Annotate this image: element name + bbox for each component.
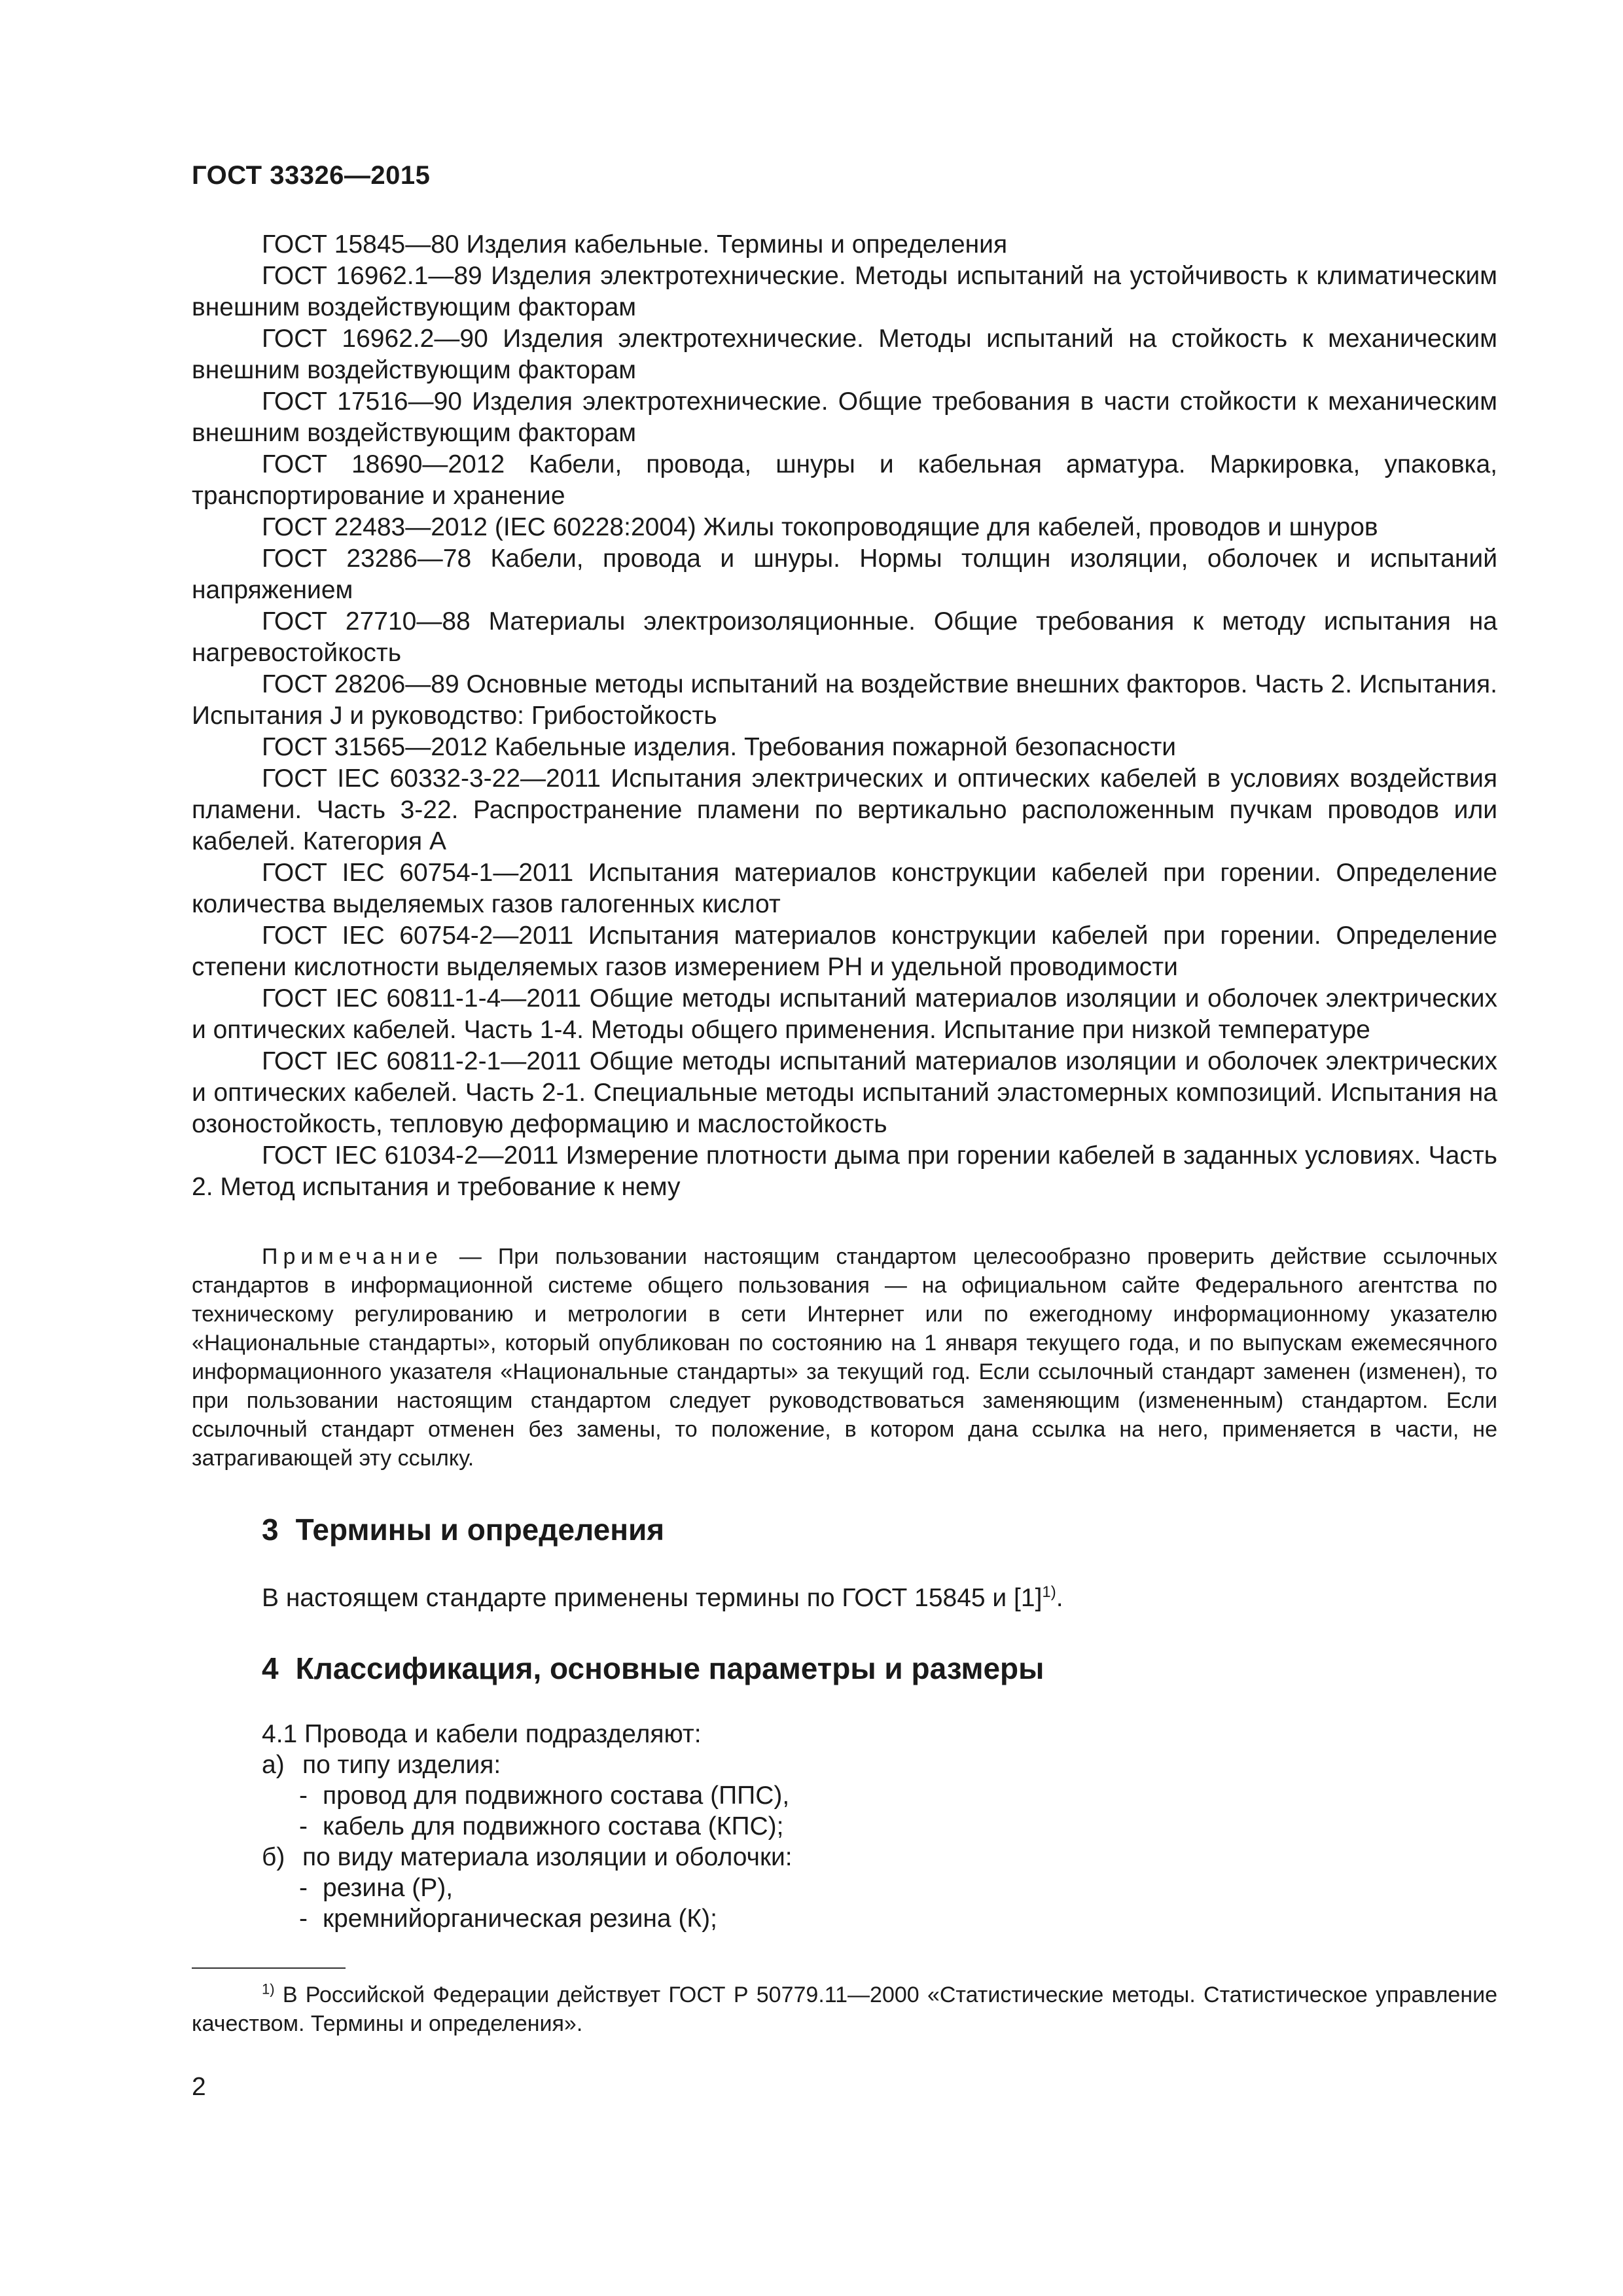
list-label: по типу изделия: — [302, 1751, 501, 1779]
clause-4-1: 4.1 Провода и кабели подразделяют: — [262, 1720, 702, 1748]
reference-item: ГОСТ 17516—90 Изделия электротехнические. Общие требования в части стойкости к механическим внешним воздействующим факторам — [192, 387, 1497, 447]
reference-item: ГОСТ 27710—88 Материалы электроизоляционные. Общие требования к методу испытания на нагревостойкость — [192, 607, 1497, 667]
list-item-b — [262, 1842, 793, 1873]
note-text: — При пользовании настоящим стандартом целесообразно проверить действие ссылочных стандартов в информационной системе общего пользования — на официальном сайте Федерального агентства по техническому регулированию и метрологии в сети Интернет или по ежегодному информационному указателю «Национальные стандарты», который опубликован по состоянию на 1 января текущего года, и по выпускам ежемесячного информационного указателя «Национальные стандарты» за текущий год. Если ссылочный стандарт заменен (изменен), то при пользовании настоящим стандартом следует руководствоваться заменяющим (измененным) стандартом. Если ссылочный стандарт отменен без замены, то положение, в котором дана ссылка на него, применяется в части, не затрагивающей эту ссылку. — [192, 1244, 1498, 1471]
reference-item: ГОСТ IEC 60332-3-22—2011 Испытания электрических и оптических кабелей в условиях воздействия пламени. Часть 3-22. Распространение пламени по вертикально расположенным пучкам проводов или кабелей. Категория А — [192, 764, 1497, 855]
normative-references — [192, 229, 1497, 1203]
section-number: 4 — [262, 1651, 279, 1685]
subitem-text: кабель для подвижного состава (КПС); — [323, 1812, 784, 1840]
dash-marker: - — [299, 1874, 308, 1902]
reference-item: ГОСТ IEC 60811-1-4—2011 Общие методы испытаний материалов изоляции и оболочек электрических и оптических кабелей. Часть 1-4. Методы общего применения. Испытание при низкой температуре — [192, 984, 1497, 1044]
footnote-divider — [192, 1967, 346, 1969]
reference-item: ГОСТ 15845—80 Изделия кабельные. Термины и определения — [262, 230, 1008, 259]
reference-item: ГОСТ 23286—78 Кабели, провода и шнуры. Нормы толщин изоляции, оболочек и испытаний напряжением — [192, 545, 1497, 604]
footnote-text: В Российской Федерации действует ГОСТ Р 50779.11—2000 «Статистические методы. Статистическое управление качеством. Термины и определения». — [192, 1982, 1497, 2036]
section-3-body: В настоящем стандарте применены термины по ГОСТ 15845 и [1] — [262, 1584, 1043, 1612]
footnote-mark: 1) — [262, 1981, 275, 1998]
list-subitem — [262, 1780, 793, 1811]
list-subitem — [262, 1903, 793, 1934]
reference-item: ГОСТ 16962.1—89 Изделия электротехнические. Методы испытаний на устойчивость к климатическим внешним воздействующим факторам — [192, 262, 1497, 321]
section-4-heading — [262, 1651, 1044, 1686]
reference-item: ГОСТ 28206—89 Основные методы испытаний на воздействие внешних факторов. Часть 2. Испытания. Испытания J и руководство: Грибостойкость — [192, 670, 1497, 730]
list-item-a — [262, 1749, 793, 1780]
dash-marker: - — [299, 1782, 308, 1810]
subitem-text: провод для подвижного состава (ППС), — [323, 1782, 790, 1810]
note-label: Примечание — [262, 1244, 443, 1269]
section-title: Классификация, основные параметры и размеры — [295, 1651, 1044, 1685]
list-subitem — [262, 1811, 793, 1842]
footnote — [192, 1981, 1497, 2038]
reference-item: ГОСТ 16962.2—90 Изделия электротехнические. Методы испытаний на стойкость к механическим внешним воздействующим факторам — [192, 325, 1497, 384]
subitem-text: резина (Р), — [323, 1874, 454, 1902]
section-title: Термины и определения — [295, 1513, 665, 1547]
reference-note — [192, 1242, 1497, 1473]
dash-marker: - — [299, 1905, 308, 1933]
list-subitem — [262, 1873, 793, 1903]
reference-item: ГОСТ 22483—2012 (IEC 60228:2004) Жилы токопроводящие для кабелей, проводов и шнуров — [262, 513, 1378, 541]
footnote-ref[interactable]: 1) — [1042, 1583, 1056, 1601]
reference-item: ГОСТ 18690—2012 Кабели, провода, шнуры и кабельная арматура. Маркировка, упаковка, транспортирование и хранение — [192, 450, 1497, 510]
reference-item: ГОСТ IEC 60754-1—2011 Испытания материалов конструкции кабелей при горении. Определение количества выделяемых газов галогенных кислот — [192, 859, 1497, 918]
reference-item: ГОСТ IEC 60754-2—2011 Испытания материалов конструкции кабелей при горении. Определение степени кислотности выделяемых газов измерением PH и удельной проводимости — [192, 922, 1497, 981]
classification-list — [262, 1719, 793, 1934]
sentence-end: . — [1056, 1584, 1063, 1612]
list-letter: а) — [262, 1751, 285, 1779]
reference-item: ГОСТ IEC 60811-2-1—2011 Общие методы испытаний материалов изоляции и оболочек электрических и оптических кабелей. Часть 2-1. Специальные методы испытаний эластомерных композиций. Испытания на озоностойкость, тепловую деформацию и маслостойкость — [192, 1047, 1497, 1138]
document-header: ГОСТ 33326—2015 — [192, 161, 431, 190]
reference-item: ГОСТ 31565—2012 Кабельные изделия. Требования пожарной безопасности — [262, 733, 1177, 761]
dash-marker: - — [299, 1812, 308, 1840]
section-number: 3 — [262, 1513, 279, 1547]
list-letter: б) — [262, 1843, 285, 1871]
section-3-heading — [262, 1512, 664, 1547]
subitem-text: кремнийорганическая резина (К); — [323, 1905, 717, 1933]
page-number: 2 — [192, 2073, 206, 2101]
list-label: по виду материала изоляции и оболочки: — [302, 1843, 793, 1871]
section-3-text — [262, 1583, 1063, 1614]
reference-item: ГОСТ IEC 61034-2—2011 Измерение плотности дыма при горении кабелей в заданных условиях. Часть 2. Метод испытания и требование к нему — [192, 1141, 1497, 1201]
